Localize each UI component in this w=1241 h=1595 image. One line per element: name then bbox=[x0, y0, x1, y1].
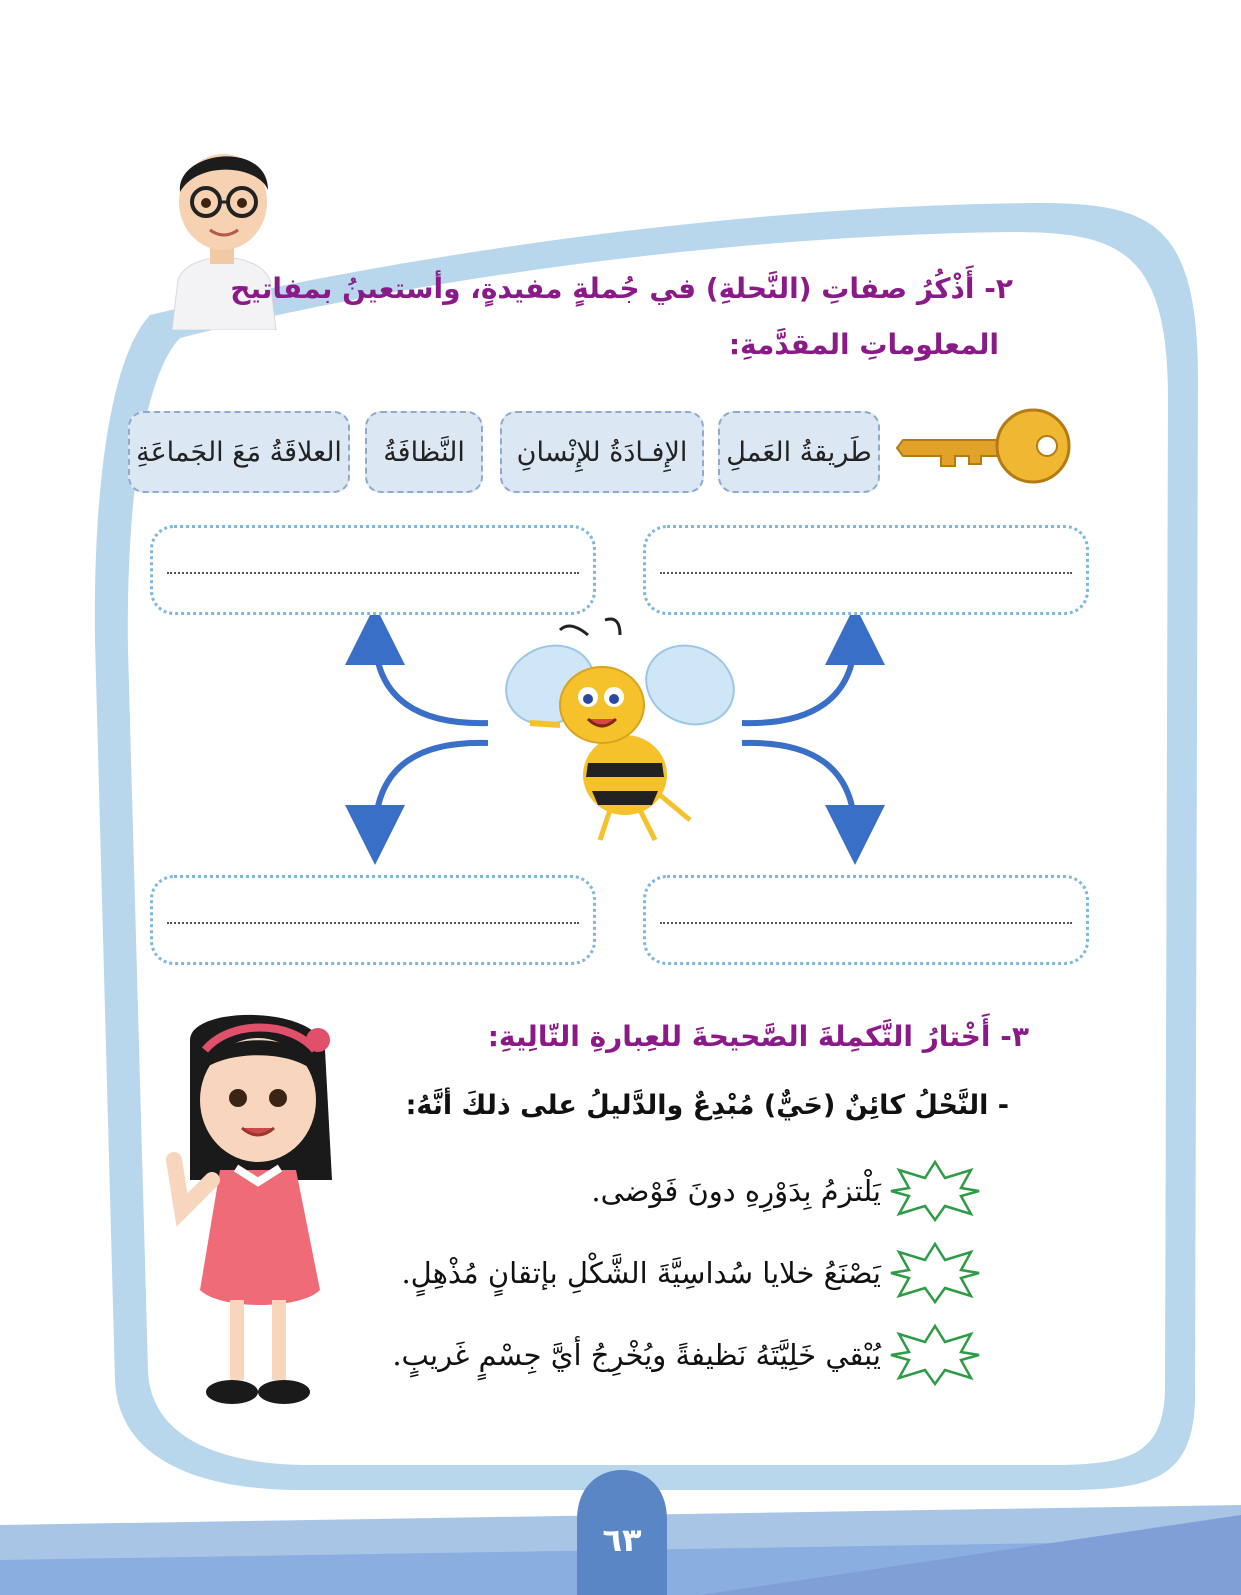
answer-box-top-right[interactable] bbox=[643, 525, 1089, 615]
answer-box-bottom-left[interactable] bbox=[150, 875, 596, 965]
keyword-work-method: طَريقةُ العَملِ bbox=[718, 411, 880, 493]
star-checkbox-icon[interactable] bbox=[889, 1322, 981, 1388]
keyword-human-benefit: الإِفـادَةُ للإِنْسانِ bbox=[500, 411, 704, 493]
arrow-top-right bbox=[742, 635, 855, 723]
page-number: ٦٣ bbox=[602, 1521, 642, 1559]
arrow-bottom-left bbox=[375, 743, 488, 835]
dotted-answer-line bbox=[660, 922, 1072, 924]
dotted-answer-line bbox=[660, 572, 1072, 574]
option-3-text: يُبْقي خَلِيَّتَهُ نَظيفةً ويُخْرِجُ أيَّ جِسْمٍ غَريبٍ. bbox=[392, 1338, 881, 1372]
star-checkbox-icon[interactable] bbox=[889, 1240, 981, 1306]
answer-box-bottom-right[interactable] bbox=[643, 875, 1089, 965]
question-3-statement: - النَّحْلُ كائِنٌ (حَيٌّ) مُبْدِعٌ والدَّليلُ على ذلكَ أنَّهُ: bbox=[405, 1090, 1009, 1121]
answer-box-top-left[interactable] bbox=[150, 525, 596, 615]
question-2-line-1: ٢- أَذْكُرُ صفاتِ (النَّحلةِ) في جُملةٍ مفيدةٍ، وأستعينُ بمفاتيح bbox=[230, 272, 1013, 305]
question-3-title: ٣- أَخْتارُ التَّكمِلةَ الصَّحيحةَ للعِبارةِ التّالِيةِ: bbox=[487, 1020, 1029, 1053]
option-2-text: يَصْنَعُ خلايا سُداسِيَّةَ الشَّكْلِ بإتقانٍ مُذْهِلٍ. bbox=[401, 1256, 881, 1290]
star-checkbox-icon[interactable] bbox=[889, 1158, 981, 1224]
bee-illustration bbox=[500, 615, 740, 860]
question-2-line-2: المعلوماتِ المقدَّمةِ: bbox=[728, 328, 999, 361]
keyword-group-relation: العلاقَةُ مَعَ الجَماعَةِ bbox=[128, 411, 350, 493]
keyword-cleanliness: النَّظافَةُ bbox=[365, 411, 483, 493]
arrow-top-left bbox=[375, 635, 488, 723]
option-3[interactable] bbox=[392, 1322, 981, 1388]
arrow-bottom-right bbox=[742, 743, 855, 835]
key-icon bbox=[895, 400, 1075, 490]
dotted-answer-line bbox=[167, 572, 579, 574]
option-1[interactable] bbox=[591, 1158, 981, 1224]
dotted-answer-line bbox=[167, 922, 579, 924]
option-2[interactable] bbox=[401, 1240, 981, 1306]
option-1-text: يَلْتزمُ بِدَوْرِهِ دونَ فَوْضى. bbox=[591, 1174, 881, 1208]
girl-illustration bbox=[150, 1010, 350, 1430]
